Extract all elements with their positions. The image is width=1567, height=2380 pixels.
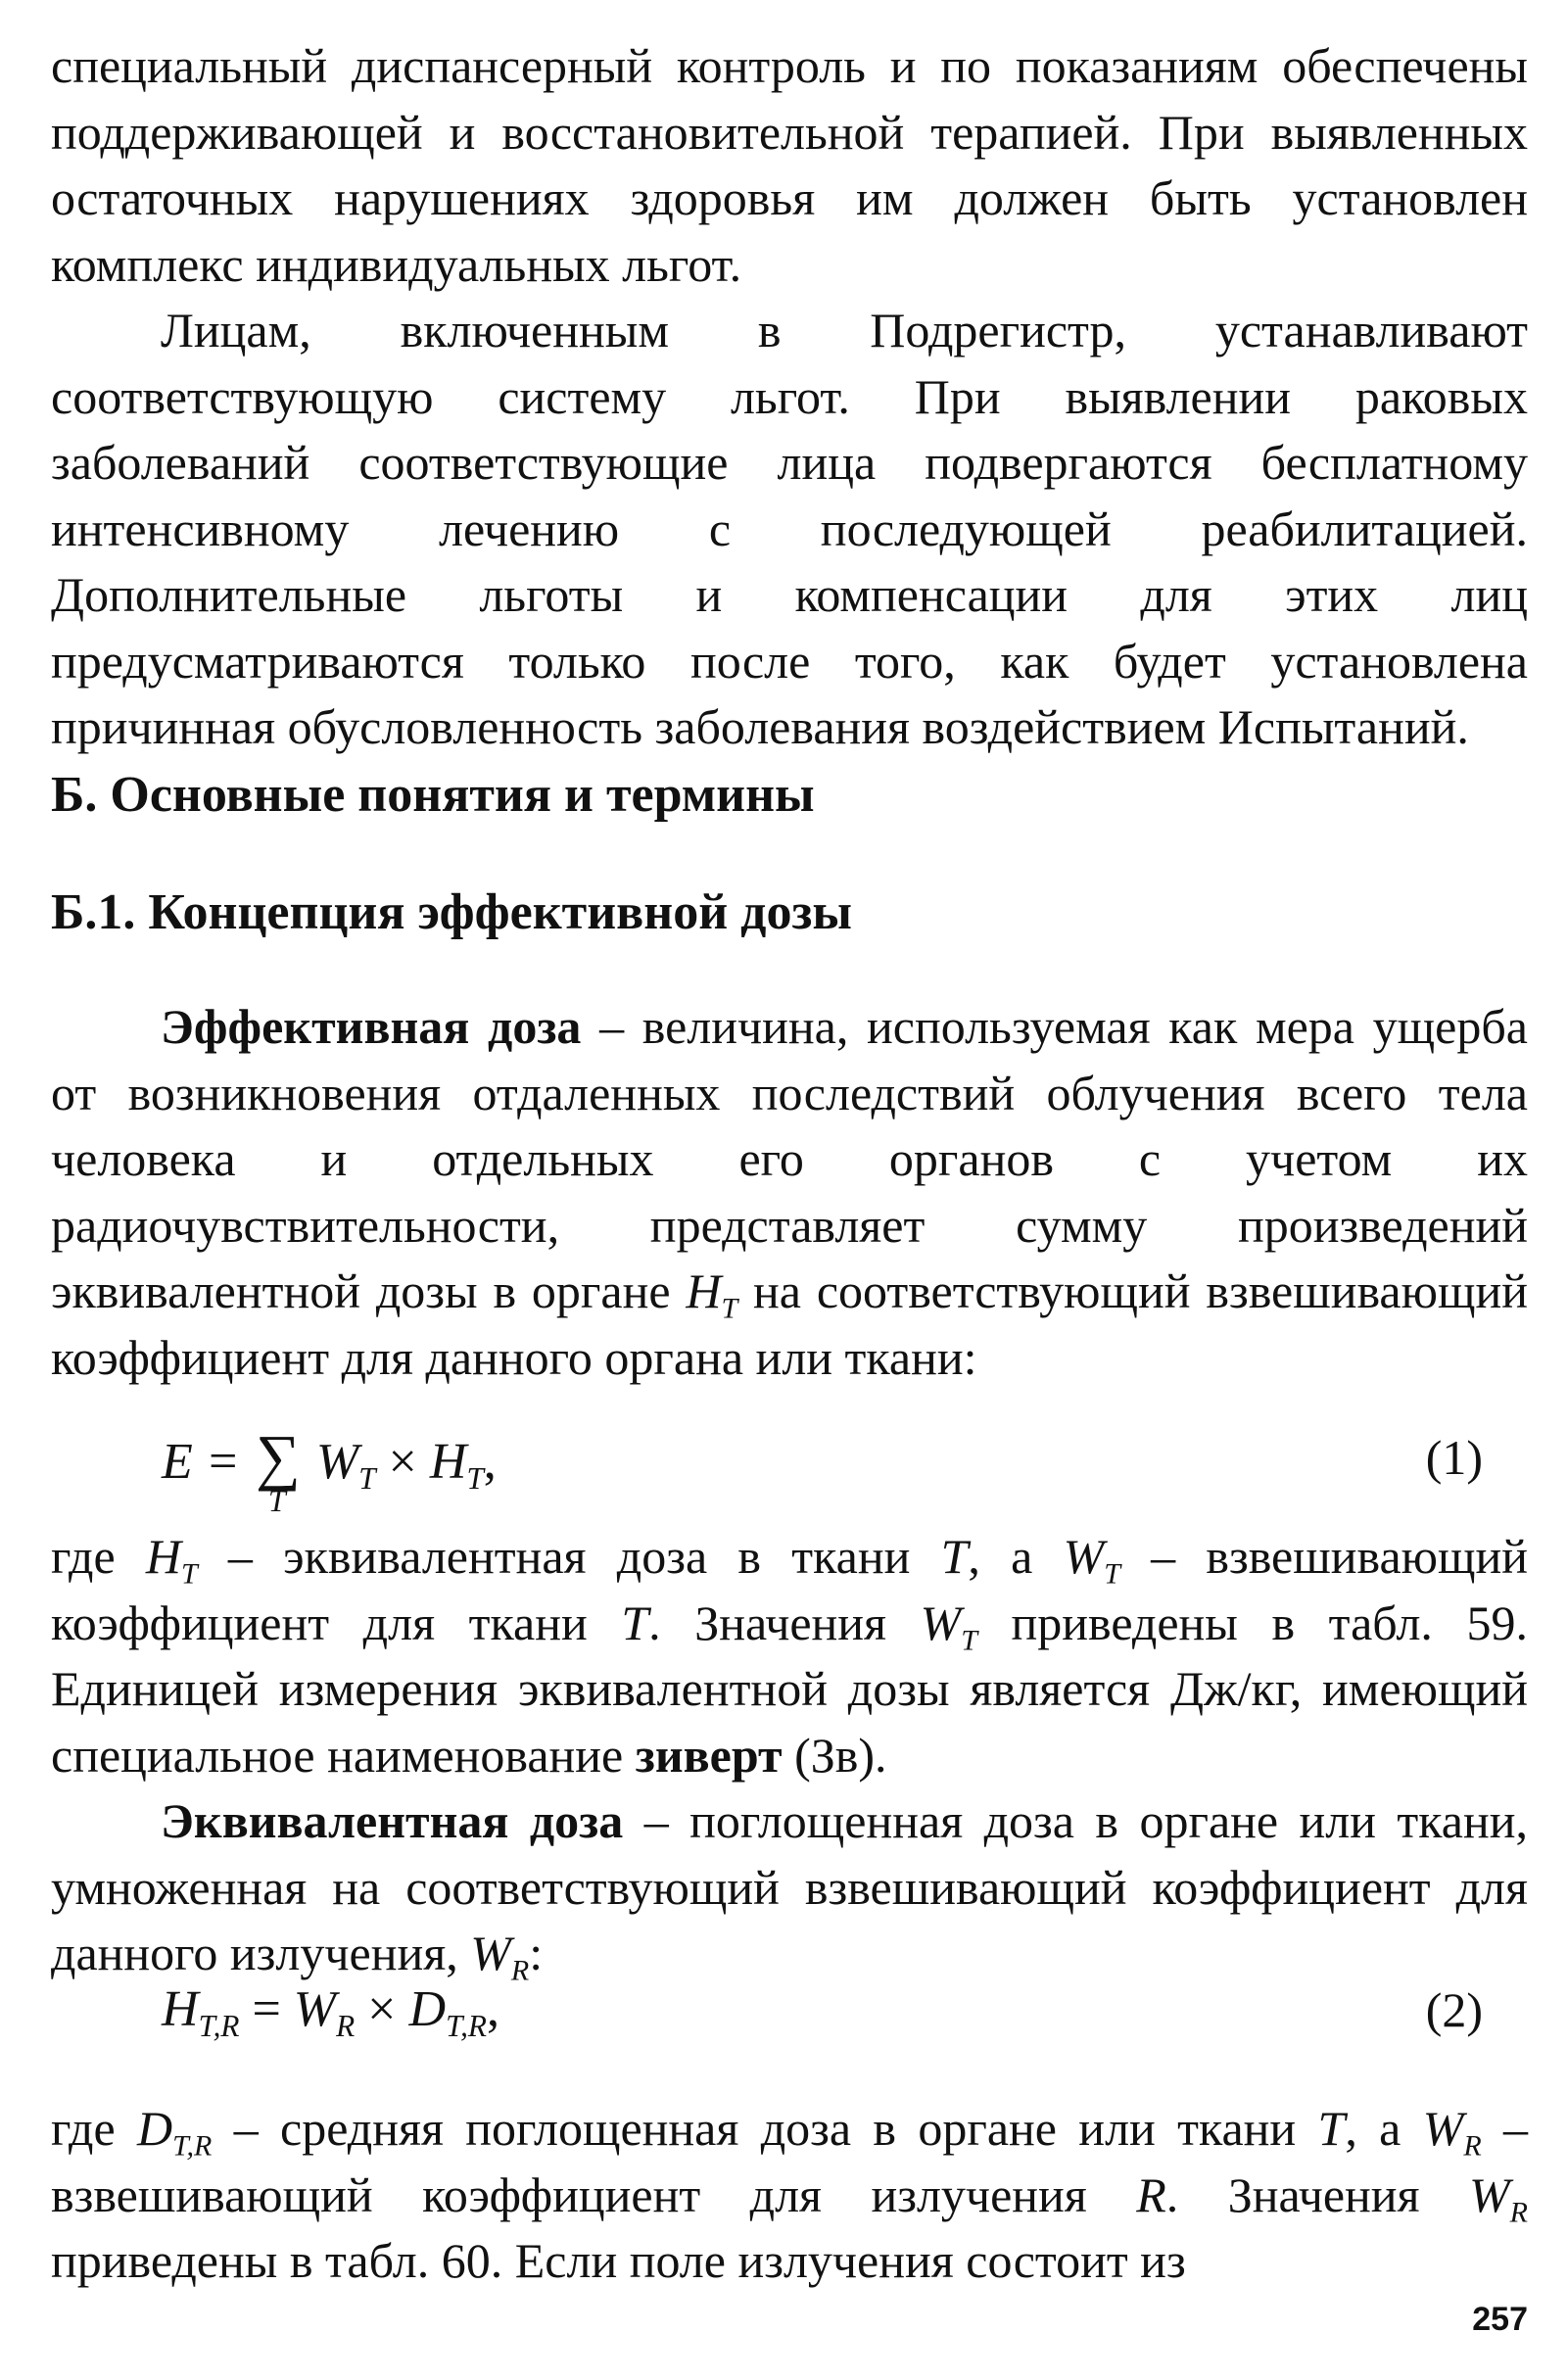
intro-block [51,33,1528,761]
effective-dose-block [51,994,1528,1391]
equation-number-1: (1) [1425,1430,1483,1485]
symbol-h-t: $H_T$ [686,1263,738,1325]
where-block-2 [51,2096,1528,2295]
term-effective-dose: Эффективная доза [161,999,582,1054]
paragraph-where-2: где $D_{T,R}$ – средняя поглощенная доза в органе или ткани T, а $W_R$ – взвешивающий коэффициент для излучения R. Значения $W_R$ приведены в табл. 60. Если поле излучения состоит из [51,2101,1529,2288]
formula-effective-dose: E = ∑ T $W_T \times H_T$, [162,1422,497,1518]
paragraph-where-1: где $H_T$ – эквивалентная доза в ткани T, а $W_T$ – взвешивающий коэффициент для ткани T. Значения $W_T$ приведены в табл. 59. Единицей измерения эквивалентной дозы является Дж/кг, имеющий специальное наименование зиверт (Зв). [51,1529,1529,1783]
where-block-1 [51,1524,1528,1987]
paragraph-effective-dose: Эффективная доза – величина, используемая как мера ущерба от возникновения отдаленных последствий облучения всего тела человека и отдельных его органов с учетом их радиочувствительности, представляет сумму произведений эквивалентной дозы в органе $H_T$ на соответствующий взвешивающий коэффициент для данного органа или ткани: [51,999,1528,1385]
paragraph-subregistry: Лицам, включенным в Подрегистр, устанавливают соответствующую систему льгот. При выявлении раковых заболеваний соответствующие лица подвергаются бесплатному интенсивному лечению с последующей реабилитацией. Дополнительные льготы и компенсации для этих лиц предусматриваются только после того, как будет установлена причинная обусловленность заболевания воздействием Испытаний. [51,303,1528,754]
term-equivalent-dose: Эквивалентная доза [161,1793,624,1848]
term-sievert: зиверт [635,1727,783,1783]
paragraph-dispensary-control: специальный диспансерный контроль и по показаниям обеспечены поддерживающей и восстановительной терапией. При выявленных остаточных нарушениях здоровья им должен быть установлен комплекс индивидуальных льгот. [51,38,1528,292]
page-number: 257 [1472,2301,1528,2338]
sigma-symbol: ∑ T [256,1422,301,1518]
equation-number-2: (2) [1425,1982,1483,2037]
paragraph-equivalent-dose: Эквивалентная доза – поглощенная доза в органе или ткани, умноженная на соответствующий взвешивающий коэффициент для данного излучения, $W_R$: [51,1793,1528,1987]
formula-equivalent-dose: $H_{T,R} = W_R \times D_{T,R}$, [162,1981,499,2043]
section-heading: Б. Основные понятия и термины [51,767,815,823]
subsection-heading: Б.1. Концепция эффективной дозы [51,884,852,940]
